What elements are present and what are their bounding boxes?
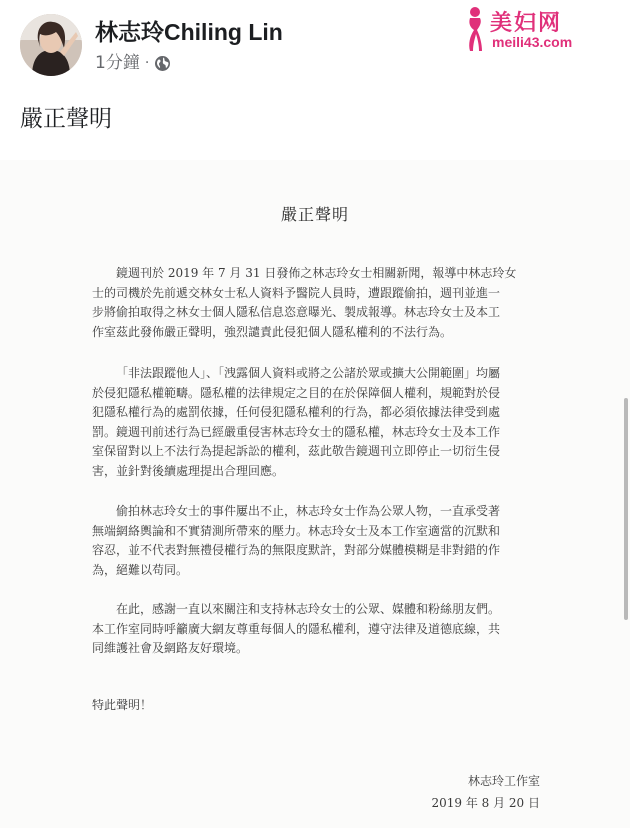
document-date: 2019 年 8 月 20 日: [431, 796, 540, 810]
post-text: 嚴正聲明: [20, 106, 112, 132]
avatar[interactable]: [20, 14, 82, 76]
paragraph-line: 容忍，並不代表對無禮侵權行為的無限度默許，對部分媒體模糊是非對錯的作: [92, 543, 501, 557]
paragraph-line: 害，並針對後續處理提出合理回應。: [92, 463, 285, 478]
post-time-row: [95, 53, 283, 73]
paragraph-line: 偷拍林志玲女士的事件屢出不止，林志玲女士作為公眾人物，一直承受著: [116, 504, 501, 518]
paragraph-line: 犯隱私權行為的處罰依據，任何侵犯隱私權利的行為，都必須依據法律受到處: [92, 405, 501, 419]
paragraph-line: 為，絕難以苟同。: [92, 562, 189, 577]
post-time[interactable]: 1分鐘: [95, 53, 140, 73]
paragraph-line: 士的司機於先前遞交林女士私人資料予醫院人員時，遭跟蹤偷拍，週刊並進一: [92, 285, 501, 300]
document-paragraph-4: [92, 600, 542, 659]
author-name[interactable]: 林志玲Chiling Lin: [95, 19, 283, 45]
document-signature: 林志玲工作室: [467, 774, 540, 788]
watermark-title: 美妇网: [490, 11, 563, 36]
statement-document-image[interactable]: [0, 160, 630, 828]
document-title: 嚴正聲明: [280, 205, 349, 224]
post-header: [20, 14, 283, 84]
paragraph-line: 本工作室同時呼籲廣大網友尊重每個人的隱私權利，遵守法律及道德底線，共: [92, 621, 501, 636]
document-paragraph-3: [92, 502, 542, 580]
paragraph-line: 同維護社會及網路友好環境。: [92, 641, 249, 655]
post-meta: [95, 14, 283, 73]
watermark-url: meili43.com: [492, 34, 573, 50]
paragraph-line: 在此，感謝一直以來關注和支持林志玲女士的公眾、媒體和粉絲朋友們。: [116, 602, 501, 616]
paragraph-line: 室保留對以上不法行為提起訴訟的權利，茲此敬告鏡週刊立即停止一切衍生侵: [92, 444, 501, 458]
paragraph-line: 無端網絡輿論和不實猜測所帶來的壓力。林志玲女士及本工作室適當的沉默和: [92, 523, 501, 538]
woman-silhouette-icon: [462, 4, 488, 52]
paragraph-line: 鏡週刊於 2019 年 7 月 31 日發佈之林志玲女士相關新聞，報導中林志玲女: [116, 266, 517, 280]
paragraph-line: 於侵犯隱私權範疇。隱私權的法律規定之目的在於保障個人權利，規範對於侵: [92, 385, 501, 400]
paragraph-line: 「非法跟蹤他人」、「洩露個人資料或將之公諸於眾或擴大公開範圍」均屬: [116, 366, 501, 380]
paragraph-line: 步將偷拍取得之林女士個人隱私信息恣意曝光、製成報導。林志玲女士及本工: [92, 305, 501, 319]
watermark-logo: [462, 4, 612, 52]
globe-icon[interactable]: [154, 55, 171, 72]
paragraph-line: 作室茲此發佈嚴正聲明，強烈譴責此侵犯個人隱私權利的不法行為。: [92, 324, 453, 339]
document-paragraph-1: [92, 264, 542, 342]
document-closing: 特此聲明！: [92, 698, 153, 712]
paragraph-line: 罰。鏡週刊前述行為已經嚴重侵害林志玲女士的隱私權，林志玲女士及本工作: [92, 424, 501, 439]
scrollbar-thumb[interactable]: [624, 398, 628, 620]
document-paragraph-2: [92, 364, 542, 481]
separator-dot: ·: [144, 55, 150, 71]
